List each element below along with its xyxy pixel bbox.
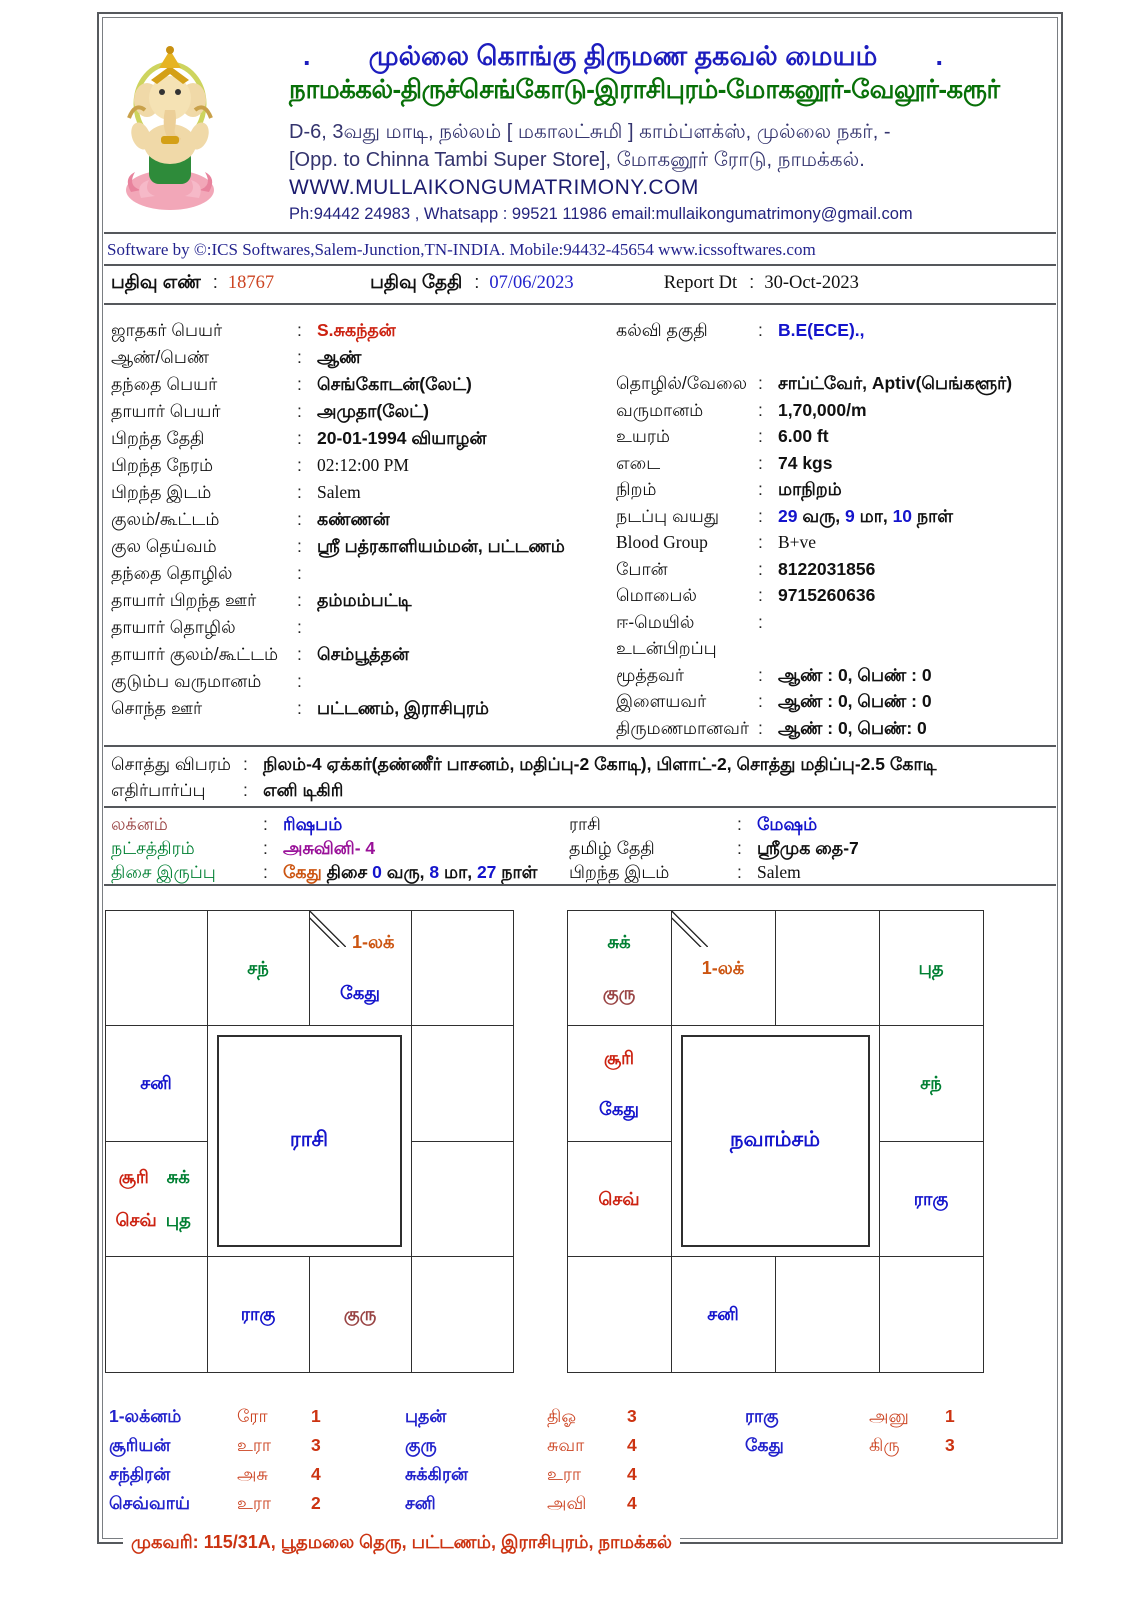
- detail-row: [616, 582, 1056, 609]
- detail-label: தந்தை தொழில்: [111, 563, 233, 583]
- colon: :: [297, 617, 302, 637]
- detail-value: 02:12:00 PM: [317, 455, 409, 475]
- rasi-lagna-cell: 1-லக் கேது: [309, 910, 412, 1027]
- detail-value: கண்ணன்: [317, 509, 390, 529]
- planet-name: செவ்வாய்: [109, 1493, 190, 1513]
- detail-value: அமுதா(லேட்): [317, 401, 429, 421]
- rasi-house-cell: [411, 1025, 514, 1142]
- colon: :: [297, 374, 302, 394]
- detail-label: நடப்பு வயது: [616, 505, 719, 526]
- navamsam-house-cell: [879, 1256, 984, 1373]
- report-date-label: Report Dt: [663, 273, 738, 293]
- ganesha-image: [121, 40, 219, 217]
- detail-label: கல்வி தகுதி: [616, 320, 708, 340]
- rasi-center-area: [207, 1025, 412, 1257]
- navamsam-house-cell: சுக் குரு: [567, 910, 672, 1027]
- detail-row: [111, 641, 606, 668]
- rasi-house-cell: [411, 910, 514, 1027]
- planet-table-group-1: [109, 1406, 321, 1522]
- detail-label: இளையவர்: [616, 691, 707, 711]
- property-label: சொத்து விபரம்: [111, 754, 231, 774]
- property-value: எனி டிகிரி: [263, 780, 344, 800]
- colon: :: [737, 862, 742, 882]
- colon: :: [758, 532, 763, 552]
- detail-label: தாயார் பெயர்: [111, 401, 221, 421]
- detail-value: தம்மம்பட்டி: [317, 590, 412, 610]
- planet-row: [405, 1435, 637, 1456]
- astro-value: Salem: [757, 862, 801, 882]
- detail-value: [778, 609, 1056, 636]
- colon: :: [212, 271, 218, 292]
- rasi-house-cell: [411, 1256, 514, 1373]
- detail-label: Blood Group: [616, 532, 708, 552]
- detail-label: எடை: [616, 452, 661, 473]
- detail-label: தந்தை பெயர்: [111, 374, 218, 394]
- navamsam-lagna-cell: 1-லக்: [671, 910, 776, 1027]
- detail-row: [616, 556, 1056, 583]
- detail-row: [616, 344, 1056, 371]
- planet-table-group-3: [745, 1406, 955, 1464]
- org-title-line: [303, 40, 943, 72]
- colon: :: [297, 320, 302, 340]
- report-date-value: 30-Oct-2023: [764, 273, 859, 293]
- colon: :: [263, 838, 268, 858]
- property-value: நிலம்-4 ஏக்கர்(தண்ணீர் பாசனம், மதிப்பு-2 கோடி), பிளாட்-2, சொத்து மதிப்பு-2.5 கோடி: [263, 754, 937, 774]
- detail-row: [616, 317, 1056, 344]
- astro-left-column: [111, 812, 561, 884]
- planet-star: அவி: [547, 1493, 587, 1513]
- planet-pada: 4: [627, 1435, 637, 1455]
- detail-row: [616, 370, 1056, 397]
- astro-label: நட்சத்திரம்: [111, 838, 195, 858]
- detail-label: மொபைல்: [616, 585, 697, 605]
- navamsam-chart: [567, 910, 983, 1372]
- detail-row: [616, 609, 1056, 636]
- navamsam-house-cell: [775, 910, 880, 1027]
- planet-row: [109, 1406, 321, 1427]
- detail-value: 20-01-1994 வியாழன்: [317, 428, 487, 448]
- planet-pada: 4: [627, 1464, 637, 1484]
- detail-label: உடன்பிறப்பு: [616, 638, 717, 658]
- divider: [104, 303, 1056, 305]
- address-line-2: [Opp. to Chinna Tambi Super Store], மோகனூர் ரோடு, நாமக்கல்.: [289, 149, 865, 171]
- detail-row: [111, 614, 606, 641]
- planet-row: [405, 1464, 637, 1485]
- detail-value: [778, 635, 1056, 662]
- branch-towns-line: நாமக்கல்-திருச்செங்கோடு-இராசிபுரம்-மோகனூர்-வேலூர்-கரூர்: [289, 74, 1000, 104]
- navamsam-house-cell: [567, 1256, 672, 1373]
- detail-label: குலம்/கூட்டம்: [111, 509, 220, 529]
- planet-name: சந்திரன்: [109, 1464, 171, 1484]
- detail-label: நிறம்: [616, 479, 657, 499]
- detail-row: [111, 371, 606, 398]
- registration-row: [111, 271, 859, 295]
- rasi-house-cell: [105, 1256, 208, 1373]
- detail-label: போன்: [616, 558, 668, 579]
- astro-value: கேது திசை 0 வரு, 8 மா, 27 நாள்: [283, 862, 538, 882]
- detail-row: [111, 317, 606, 344]
- detail-value: [778, 344, 1056, 371]
- detail-label: [616, 344, 758, 371]
- detail-label: திருமணமானவர்: [616, 717, 749, 738]
- detail-value: பட்டணம், இராசிபுரம்: [317, 698, 490, 718]
- detail-value: B.E(ECE).,: [778, 320, 865, 340]
- colon: :: [297, 509, 302, 529]
- colon: :: [297, 644, 302, 664]
- detail-value: B+ve: [778, 532, 817, 552]
- colon: :: [758, 320, 763, 340]
- detail-value: மாநிறம்: [778, 479, 842, 499]
- navamsam-center-area: [671, 1025, 880, 1257]
- ganesha-illustration: [121, 40, 219, 212]
- astro-value: ரிஷபம்: [283, 814, 343, 834]
- details-left-column: [111, 317, 606, 722]
- detail-value: [317, 668, 606, 695]
- navamsam-house-cell: சனி: [671, 1256, 776, 1373]
- divider: [104, 884, 1056, 886]
- planet-pada: 4: [311, 1464, 321, 1484]
- planet-pada: 3: [945, 1435, 955, 1455]
- rasi-chart: [105, 910, 513, 1372]
- astro-row: [569, 836, 1049, 860]
- contact-line: Ph:94442 24983 , Whatsapp : 99521 11986 email:mullaikongumatrimony@gmail.com: [289, 205, 913, 223]
- footer-address-value: 115/31A, பூதமலை தெரு, பட்டணம், இராசிபுரம், நாமக்கல்: [198, 1532, 672, 1552]
- detail-label: வருமானம்: [616, 399, 704, 420]
- planet-row: [109, 1493, 321, 1514]
- detail-row: [616, 635, 1056, 662]
- detail-row: [111, 533, 606, 560]
- detail-row: [616, 450, 1056, 477]
- detail-row: [111, 452, 606, 479]
- detail-label: சொந்த ஊர்: [111, 698, 203, 718]
- divider: [104, 745, 1056, 747]
- colon: :: [474, 271, 480, 292]
- detail-value: செம்பூத்தன்: [317, 644, 409, 664]
- detail-label: தாயார் தொழில்: [111, 617, 236, 637]
- detail-label: தாயார் பிறந்த ஊர்: [111, 590, 257, 610]
- planet-name: புதன்: [405, 1406, 447, 1426]
- detail-label: குடும்ப வருமானம்: [111, 671, 262, 691]
- detail-label: குல தெய்வம்: [111, 536, 217, 556]
- detail-value: ஆண்: [317, 347, 362, 367]
- planet-name: 1-லக்னம்: [109, 1406, 182, 1426]
- reg-no-label: பதிவு எண்: [111, 271, 201, 292]
- astro-label: தமிழ் தேதி: [569, 838, 655, 858]
- planet-pada: 1: [945, 1406, 955, 1426]
- detail-row: [616, 397, 1056, 424]
- footer-address: [123, 1532, 680, 1555]
- colon: [758, 344, 778, 371]
- detail-value: Salem: [317, 482, 361, 502]
- detail-value: 1,70,000/m: [778, 399, 867, 420]
- planet-star: அனு: [869, 1406, 909, 1426]
- colon: :: [758, 399, 763, 420]
- colon: :: [297, 482, 302, 502]
- detail-label: பிறந்த இடம்: [111, 482, 212, 502]
- property-row: [111, 777, 1051, 803]
- planet-row: [109, 1435, 321, 1456]
- detail-value: [317, 560, 606, 587]
- planet-star: உரா: [547, 1464, 582, 1484]
- colon: :: [758, 585, 763, 605]
- navamsam-chart-title: நவாம்சம்: [681, 1035, 870, 1247]
- detail-row: [111, 560, 606, 587]
- colon: [758, 635, 778, 662]
- detail-label: ஈ-மெயில்: [616, 611, 695, 632]
- detail-row: [111, 506, 606, 533]
- colon: :: [758, 664, 763, 685]
- divider: [104, 264, 1056, 266]
- detail-row: [616, 476, 1056, 503]
- colon: :: [243, 754, 248, 774]
- property-row: [111, 751, 1051, 777]
- colon: :: [297, 590, 302, 610]
- astro-row: [111, 836, 561, 860]
- planet-star: ரோ: [237, 1406, 268, 1426]
- planet-name: சூரியன்: [109, 1435, 171, 1455]
- rasi-chart-title: ராசி: [217, 1035, 402, 1247]
- planet-star-table: [99, 1406, 1061, 1536]
- colon: :: [758, 452, 763, 473]
- planet-pada: 3: [627, 1406, 637, 1426]
- rasi-house-cell: சனி: [105, 1025, 208, 1142]
- planet-name: சனி: [405, 1493, 436, 1513]
- software-credit-line: Software by ©:ICS Softwares,Salem-Junction,TN-INDIA. Mobile:94432-45654 www.icssoftwares.com: [107, 240, 816, 259]
- detail-label: தொழில்/வேலை: [616, 373, 748, 393]
- astro-value: அசுவினி- 4: [283, 838, 376, 858]
- planet-name: சுக்கிரன்: [405, 1464, 468, 1484]
- colon: :: [263, 814, 268, 834]
- detail-label: ஆண்/பெண்: [111, 347, 210, 367]
- planet-star: உரா: [237, 1435, 272, 1455]
- detail-value: 8122031856: [778, 558, 876, 579]
- colon: :: [243, 780, 248, 800]
- navamsam-house-cell: சந்: [879, 1025, 984, 1142]
- colon: :: [749, 271, 755, 292]
- colon: :: [758, 505, 763, 526]
- title-left-dot: .: [303, 41, 311, 71]
- detail-row: [111, 398, 606, 425]
- rasi-house-cell: ராகு: [207, 1256, 310, 1373]
- detail-row: [616, 715, 1056, 742]
- detail-row: [616, 423, 1056, 450]
- planet-pada: 1: [311, 1406, 321, 1426]
- detail-value: 29 வரு, 9 மா, 10 நாள்: [778, 505, 954, 526]
- detail-value: 74 kgs: [778, 452, 833, 473]
- detail-label: தாயார் குலம்/கூட்டம்: [111, 644, 279, 664]
- detail-row: [111, 668, 606, 695]
- colon: :: [297, 563, 302, 583]
- navamsam-house-cell: புத: [879, 910, 984, 1027]
- navamsam-house-cell: சூரி கேது: [567, 1025, 672, 1142]
- planet-star: கிரு: [869, 1435, 900, 1455]
- property-label: எதிர்பார்ப்பு: [111, 780, 206, 800]
- detail-value: 9715260636: [778, 585, 876, 605]
- property-section: [111, 751, 1051, 803]
- colon: :: [758, 611, 763, 632]
- detail-row: [111, 479, 606, 506]
- detail-row: [616, 529, 1056, 556]
- colon: :: [263, 862, 268, 882]
- astro-value: மேஷம்: [757, 814, 818, 834]
- colon: :: [297, 428, 302, 448]
- detail-value: ஸ்ரீ பத்ரகாளியம்மன், பட்டணம்: [317, 536, 565, 556]
- rasi-house-cell: சந்: [207, 910, 310, 1027]
- website-url: WWW.MULLAIKONGUMATRIMONY.COM: [289, 176, 699, 199]
- colon: :: [758, 373, 763, 393]
- title-right-dot: .: [935, 41, 943, 71]
- planet-row: [109, 1464, 321, 1485]
- detail-value: ஆண் : 0, பெண் : 0: [778, 664, 932, 685]
- detail-row: [111, 587, 606, 614]
- planet-row: [745, 1406, 955, 1427]
- colon: :: [758, 558, 763, 579]
- colon: :: [297, 401, 302, 421]
- divider: [104, 806, 1056, 808]
- planet-name: கேது: [745, 1435, 784, 1455]
- reg-date-label: பதிவு தேதி: [370, 271, 463, 292]
- rasi-house-cell: குரு: [309, 1256, 412, 1373]
- detail-value: 6.00 ft: [778, 426, 829, 446]
- planet-name: குரு: [405, 1435, 437, 1455]
- astro-row: [569, 812, 1049, 836]
- detail-row: [616, 688, 1056, 715]
- navamsam-house-cell: [775, 1256, 880, 1373]
- detail-row: [111, 425, 606, 452]
- astro-value: ஸ்ரீமுக தை-7: [757, 838, 859, 858]
- org-title: முல்லை கொங்கு திருமண தகவல் மையம்: [368, 41, 878, 71]
- astro-label: பிறந்த இடம்: [569, 862, 670, 882]
- colon: :: [297, 536, 302, 556]
- colon: :: [297, 698, 302, 718]
- rasi-house-cell: [105, 910, 208, 1027]
- detail-label: பிறந்த நேரம்: [111, 455, 214, 475]
- detail-row: [616, 503, 1056, 530]
- detail-row: [111, 695, 606, 722]
- horoscope-document-page: [97, 12, 1063, 1552]
- detail-value: ஆண் : 0, பெண்: 0: [778, 717, 927, 738]
- planet-star: திஓ: [547, 1406, 577, 1426]
- reg-no-value: 18767: [227, 273, 275, 293]
- colon: :: [737, 814, 742, 834]
- detail-value: [317, 614, 606, 641]
- astro-row: [111, 860, 561, 884]
- rasi-house-cell: [411, 1141, 514, 1258]
- planet-pada: 4: [627, 1493, 637, 1513]
- charts-section: [99, 910, 1061, 1374]
- details-right-column: [616, 317, 1056, 741]
- detail-value: ஆண் : 0, பெண் : 0: [778, 691, 932, 711]
- detail-label: ஜாதகர் பெயர்: [111, 320, 223, 340]
- document-header: [289, 40, 1049, 226]
- planet-row: [405, 1493, 637, 1514]
- colon: :: [297, 347, 302, 367]
- planet-table-group-2: [405, 1406, 637, 1522]
- colon: :: [758, 717, 763, 738]
- navamsam-house-cell: செவ்: [567, 1141, 672, 1258]
- address-line-1: D-6, 3வது மாடி, நல்லம் [ மகாலட்சுமி ] காம்ப்ளக்ஸ், முல்லை நகர், -: [289, 121, 891, 143]
- astro-right-column: [569, 812, 1049, 884]
- astro-row: [111, 812, 561, 836]
- detail-label: மூத்தவர்: [616, 664, 685, 685]
- astro-label: திசை இருப்பு: [111, 862, 216, 882]
- planet-pada: 2: [311, 1493, 321, 1513]
- detail-row: [616, 662, 1056, 689]
- astro-label: ராசி: [569, 814, 601, 834]
- planet-row: [405, 1406, 637, 1427]
- detail-value: சாப்ட்வேர், Aptiv(பெங்களூர்): [778, 373, 1013, 393]
- planet-pada: 3: [311, 1435, 321, 1455]
- colon: :: [758, 691, 763, 711]
- astro-row: [569, 860, 1049, 884]
- astro-label: லக்னம்: [111, 814, 168, 834]
- colon: :: [758, 426, 763, 446]
- rasi-house-cell: சூரி சுக் செவ் புத: [105, 1141, 208, 1258]
- planet-name: ராகு: [745, 1406, 779, 1426]
- navamsam-house-cell: ராகு: [879, 1141, 984, 1258]
- colon: :: [737, 838, 742, 858]
- detail-label: பிறந்த தேதி: [111, 428, 205, 448]
- detail-value: செங்கோடன்(லேட்): [317, 374, 472, 394]
- divider: [104, 232, 1056, 234]
- footer-address-label: முகவரி:: [131, 1532, 199, 1552]
- colon: :: [297, 671, 302, 691]
- planet-star: உரா: [237, 1493, 272, 1513]
- colon: :: [297, 455, 302, 475]
- detail-row: [111, 344, 606, 371]
- colon: :: [758, 479, 763, 499]
- planet-star: சுவா: [547, 1435, 585, 1455]
- reg-date-value: 07/06/2023: [489, 273, 574, 293]
- detail-label: உயரம்: [616, 426, 671, 446]
- detail-value: S.சுகந்தன்: [317, 320, 396, 340]
- planet-row: [745, 1435, 955, 1456]
- planet-star: அசு: [237, 1464, 268, 1484]
